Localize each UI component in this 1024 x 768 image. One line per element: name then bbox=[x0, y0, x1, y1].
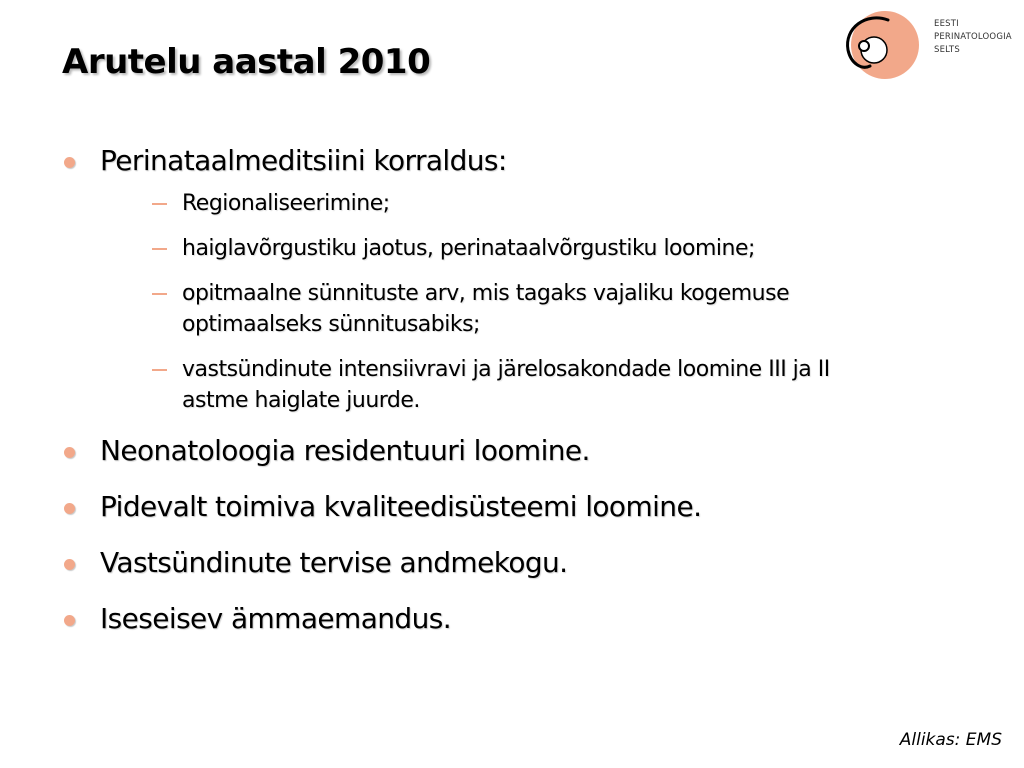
bullet-list bbox=[62, 144, 962, 658]
bullet-dot-icon bbox=[64, 559, 75, 570]
bullet-text: Vastsündinute tervise andmekogu. bbox=[100, 546, 568, 579]
sub-item bbox=[100, 233, 962, 264]
bullet-item bbox=[62, 144, 962, 416]
bullet-dot-icon bbox=[64, 503, 75, 514]
bullet-item bbox=[62, 546, 962, 580]
source-note: Allikas: EMS bbox=[899, 730, 1002, 750]
bullet-item bbox=[62, 434, 962, 468]
dash-icon bbox=[152, 248, 167, 250]
bullet-item bbox=[62, 490, 962, 524]
sub-item bbox=[100, 354, 962, 416]
bullet-text: Iseseisev ämmaemandus. bbox=[100, 602, 452, 635]
logo-line-1: EESTI bbox=[934, 19, 959, 29]
logo-line-2: PERINATOLOOGIA bbox=[934, 32, 1012, 42]
slide-title: Arutelu aastal 2010 bbox=[62, 42, 431, 82]
dash-icon bbox=[152, 203, 167, 205]
sub-item-text: Regionaliseerimine; bbox=[182, 191, 390, 216]
bullet-item bbox=[62, 602, 962, 636]
logo-line-3: SELTS bbox=[934, 45, 960, 55]
bullet-dot-icon bbox=[64, 615, 75, 626]
bullet-dot-icon bbox=[64, 157, 75, 168]
dash-icon bbox=[152, 369, 167, 371]
sub-item-text: vastsündinute intensiivravi ja järelosakondade loomine III ja II bbox=[182, 357, 830, 382]
dash-icon bbox=[152, 293, 167, 295]
logo-mark-icon bbox=[838, 4, 928, 88]
sub-item-text-continued: astme haiglate juurde. bbox=[182, 388, 420, 413]
logo-text bbox=[934, 18, 1012, 57]
sub-item-text: opitmaalne sünnituste arv, mis tagaks vajaliku kogemuse bbox=[182, 281, 790, 306]
sub-item-text: haiglavõrgustiku jaotus, perinataalvõrgustiku loomine; bbox=[182, 236, 755, 261]
sub-item-text-continued: optimaalseks sünnitusabiks; bbox=[182, 312, 480, 337]
sub-list bbox=[100, 188, 962, 416]
logo bbox=[838, 4, 1024, 88]
bullet-dot-icon bbox=[64, 447, 75, 458]
bullet-text: Perinataalmeditsiini korraldus: bbox=[100, 144, 507, 177]
bullet-text: Pidevalt toimiva kvaliteedisüsteemi loomine. bbox=[100, 490, 702, 523]
sub-item bbox=[100, 278, 962, 340]
sub-item bbox=[100, 188, 962, 219]
bullet-text: Neonatoloogia residentuuri loomine. bbox=[100, 434, 590, 467]
